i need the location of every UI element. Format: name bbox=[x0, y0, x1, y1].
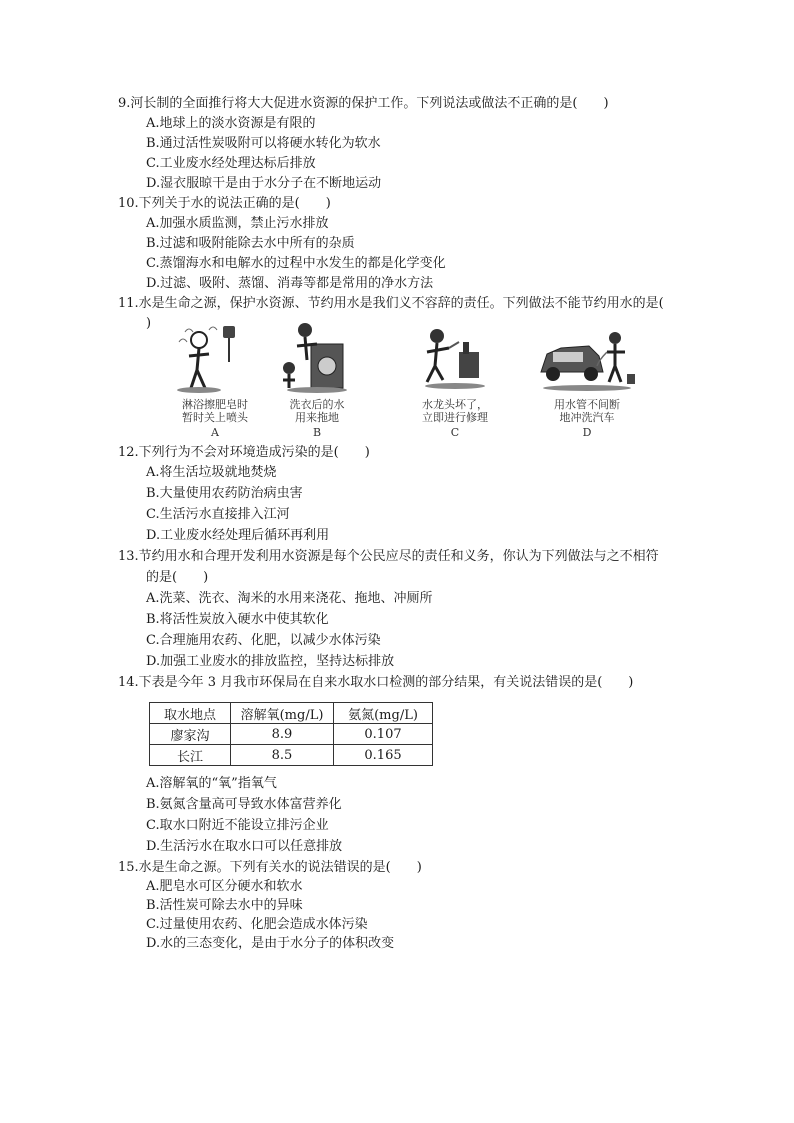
washing-machine-illustration bbox=[267, 322, 367, 394]
q12-option-d: D.工业废水经处理后循环再利用 bbox=[146, 528, 330, 543]
table-header-cell: 氨氮(mg/L) bbox=[334, 703, 433, 724]
car-washing-illustration bbox=[537, 322, 637, 394]
q15-option-b: B.活性炭可除去水中的异味 bbox=[146, 898, 303, 913]
figure-d-letter: D bbox=[582, 426, 592, 439]
q9-option-d: D.湿衣服晾干是由于水分子在不断地运动 bbox=[146, 176, 382, 191]
q9-stem: 9.河长制的全面推行将大大促进水资源的保护工作。下列说法或做法不正确的是( ) bbox=[118, 96, 609, 111]
q10-stem: 10.下列关于水的说法正确的是( ) bbox=[118, 196, 331, 211]
figure-a-caption-line1: 淋浴擦肥皂时 bbox=[182, 398, 248, 411]
table-cell: 0.165 bbox=[334, 745, 433, 766]
q14-option-b: B.氨氮含量高可导致水体富营养化 bbox=[146, 797, 342, 812]
q9-option-b: B.通过活性炭吸附可以将硬水转化为软水 bbox=[146, 136, 381, 151]
q13-option-d: D.加强工业废水的排放监控，坚持达标排放 bbox=[146, 654, 395, 669]
figure-c-caption-line2: 立即进行修理 bbox=[422, 411, 488, 424]
q15-option-d: D.水的三态变化，是由于水分子的体积改变 bbox=[146, 936, 395, 951]
table-row bbox=[150, 724, 433, 745]
q13-stem: 13.节约用水和合理开发利用水资源是每个公民应尽的责任和义务，你认为下列做法与之不相符 bbox=[118, 549, 659, 564]
table-cell: 8.9 bbox=[231, 724, 334, 745]
table-header-cell: 取水地点 bbox=[150, 703, 231, 724]
figure-d-caption-line2: 地冲洗汽车 bbox=[559, 411, 615, 424]
shower-illustration bbox=[165, 322, 265, 394]
q10-option-a: A.加强水质监测，禁止污水排放 bbox=[146, 216, 329, 231]
q13-option-a: A.洗菜、洗衣、淘米的水用来浇花、拖地、冲厕所 bbox=[146, 591, 433, 606]
faucet-repair-illustration bbox=[405, 322, 505, 394]
figure-b-caption-line2: 用来拖地 bbox=[295, 411, 339, 424]
q13-stem-continued: 的是( ) bbox=[146, 570, 209, 585]
q14-option-c: C.取水口附近不能设立排污企业 bbox=[146, 818, 329, 833]
q15-option-a: A.肥皂水可区分硬水和软水 bbox=[146, 879, 303, 894]
q12-option-c: C.生活污水直接排入江河 bbox=[146, 507, 290, 522]
figure-b-caption-line1: 洗衣后的水 bbox=[289, 398, 345, 411]
q14-option-d: D.生活污水在取水口可以任意排放 bbox=[146, 839, 343, 854]
table-row bbox=[150, 745, 433, 766]
q12-option-a: A.将生活垃圾就地焚烧 bbox=[146, 465, 277, 480]
table-header-cell: 溶解氧(mg/L) bbox=[231, 703, 334, 724]
figure-a-letter: A bbox=[211, 426, 219, 439]
q11-stem-continued: ) bbox=[146, 316, 152, 331]
q10-option-d: D.过滤、吸附、蒸馏、消毒等都是常用的净水方法 bbox=[146, 276, 434, 291]
table-cell: 长江 bbox=[150, 745, 231, 766]
figure-d-caption-line1: 用水管不间断 bbox=[554, 398, 620, 411]
figure-c bbox=[400, 322, 510, 444]
q11-stem: 11.水是生命之源，保护水资源、节约用水是我们义不容辞的责任。下列做法不能节约用水的是( bbox=[118, 296, 664, 311]
water-quality-table bbox=[149, 702, 433, 766]
figure-a-caption-line2: 暂时关上喷头 bbox=[182, 411, 248, 424]
table-cell: 0.107 bbox=[334, 724, 433, 745]
table-cell: 廖家沟 bbox=[150, 724, 231, 745]
table-cell: 8.5 bbox=[231, 745, 334, 766]
figure-b bbox=[262, 322, 372, 444]
q9-option-a: A.地球上的淡水资源是有限的 bbox=[146, 116, 316, 131]
figure-c-letter: C bbox=[450, 426, 460, 439]
q15-stem: 15.水是生命之源。下列有关水的说法错误的是( ) bbox=[118, 860, 422, 875]
q13-option-b: B.将活性炭放入硬水中使其软化 bbox=[146, 612, 329, 627]
q14-stem: 14.下表是今年 3 月我市环保局在自来水取水口检测的部分结果，有关说法错误的是( ) bbox=[118, 675, 634, 690]
q10-option-c: C.蒸馏海水和电解水的过程中水发生的都是化学变化 bbox=[146, 256, 446, 271]
q11-figures bbox=[160, 322, 660, 444]
figure-d bbox=[532, 322, 642, 444]
q13-option-c: C.合理施用农药、化肥，以减少水体污染 bbox=[146, 633, 381, 648]
figure-a bbox=[160, 322, 270, 444]
q12-stem: 12.下列行为不会对环境造成污染的是( ) bbox=[118, 445, 370, 460]
q12-option-b: B.大量使用农药防治病虫害 bbox=[146, 486, 303, 501]
figure-b-letter: B bbox=[312, 426, 322, 439]
q9-option-c: C.工业废水经处理达标后排放 bbox=[146, 156, 316, 171]
q14-option-a: A.溶解氧的“氧”指氧气 bbox=[146, 776, 277, 791]
table-header-row bbox=[150, 703, 433, 724]
figure-c-caption-line1: 水龙头坏了， bbox=[422, 398, 488, 411]
q10-option-b: B.过滤和吸附能除去水中所有的杂质 bbox=[146, 236, 355, 251]
q15-option-c: C.过量使用农药、化肥会造成水体污染 bbox=[146, 917, 368, 932]
